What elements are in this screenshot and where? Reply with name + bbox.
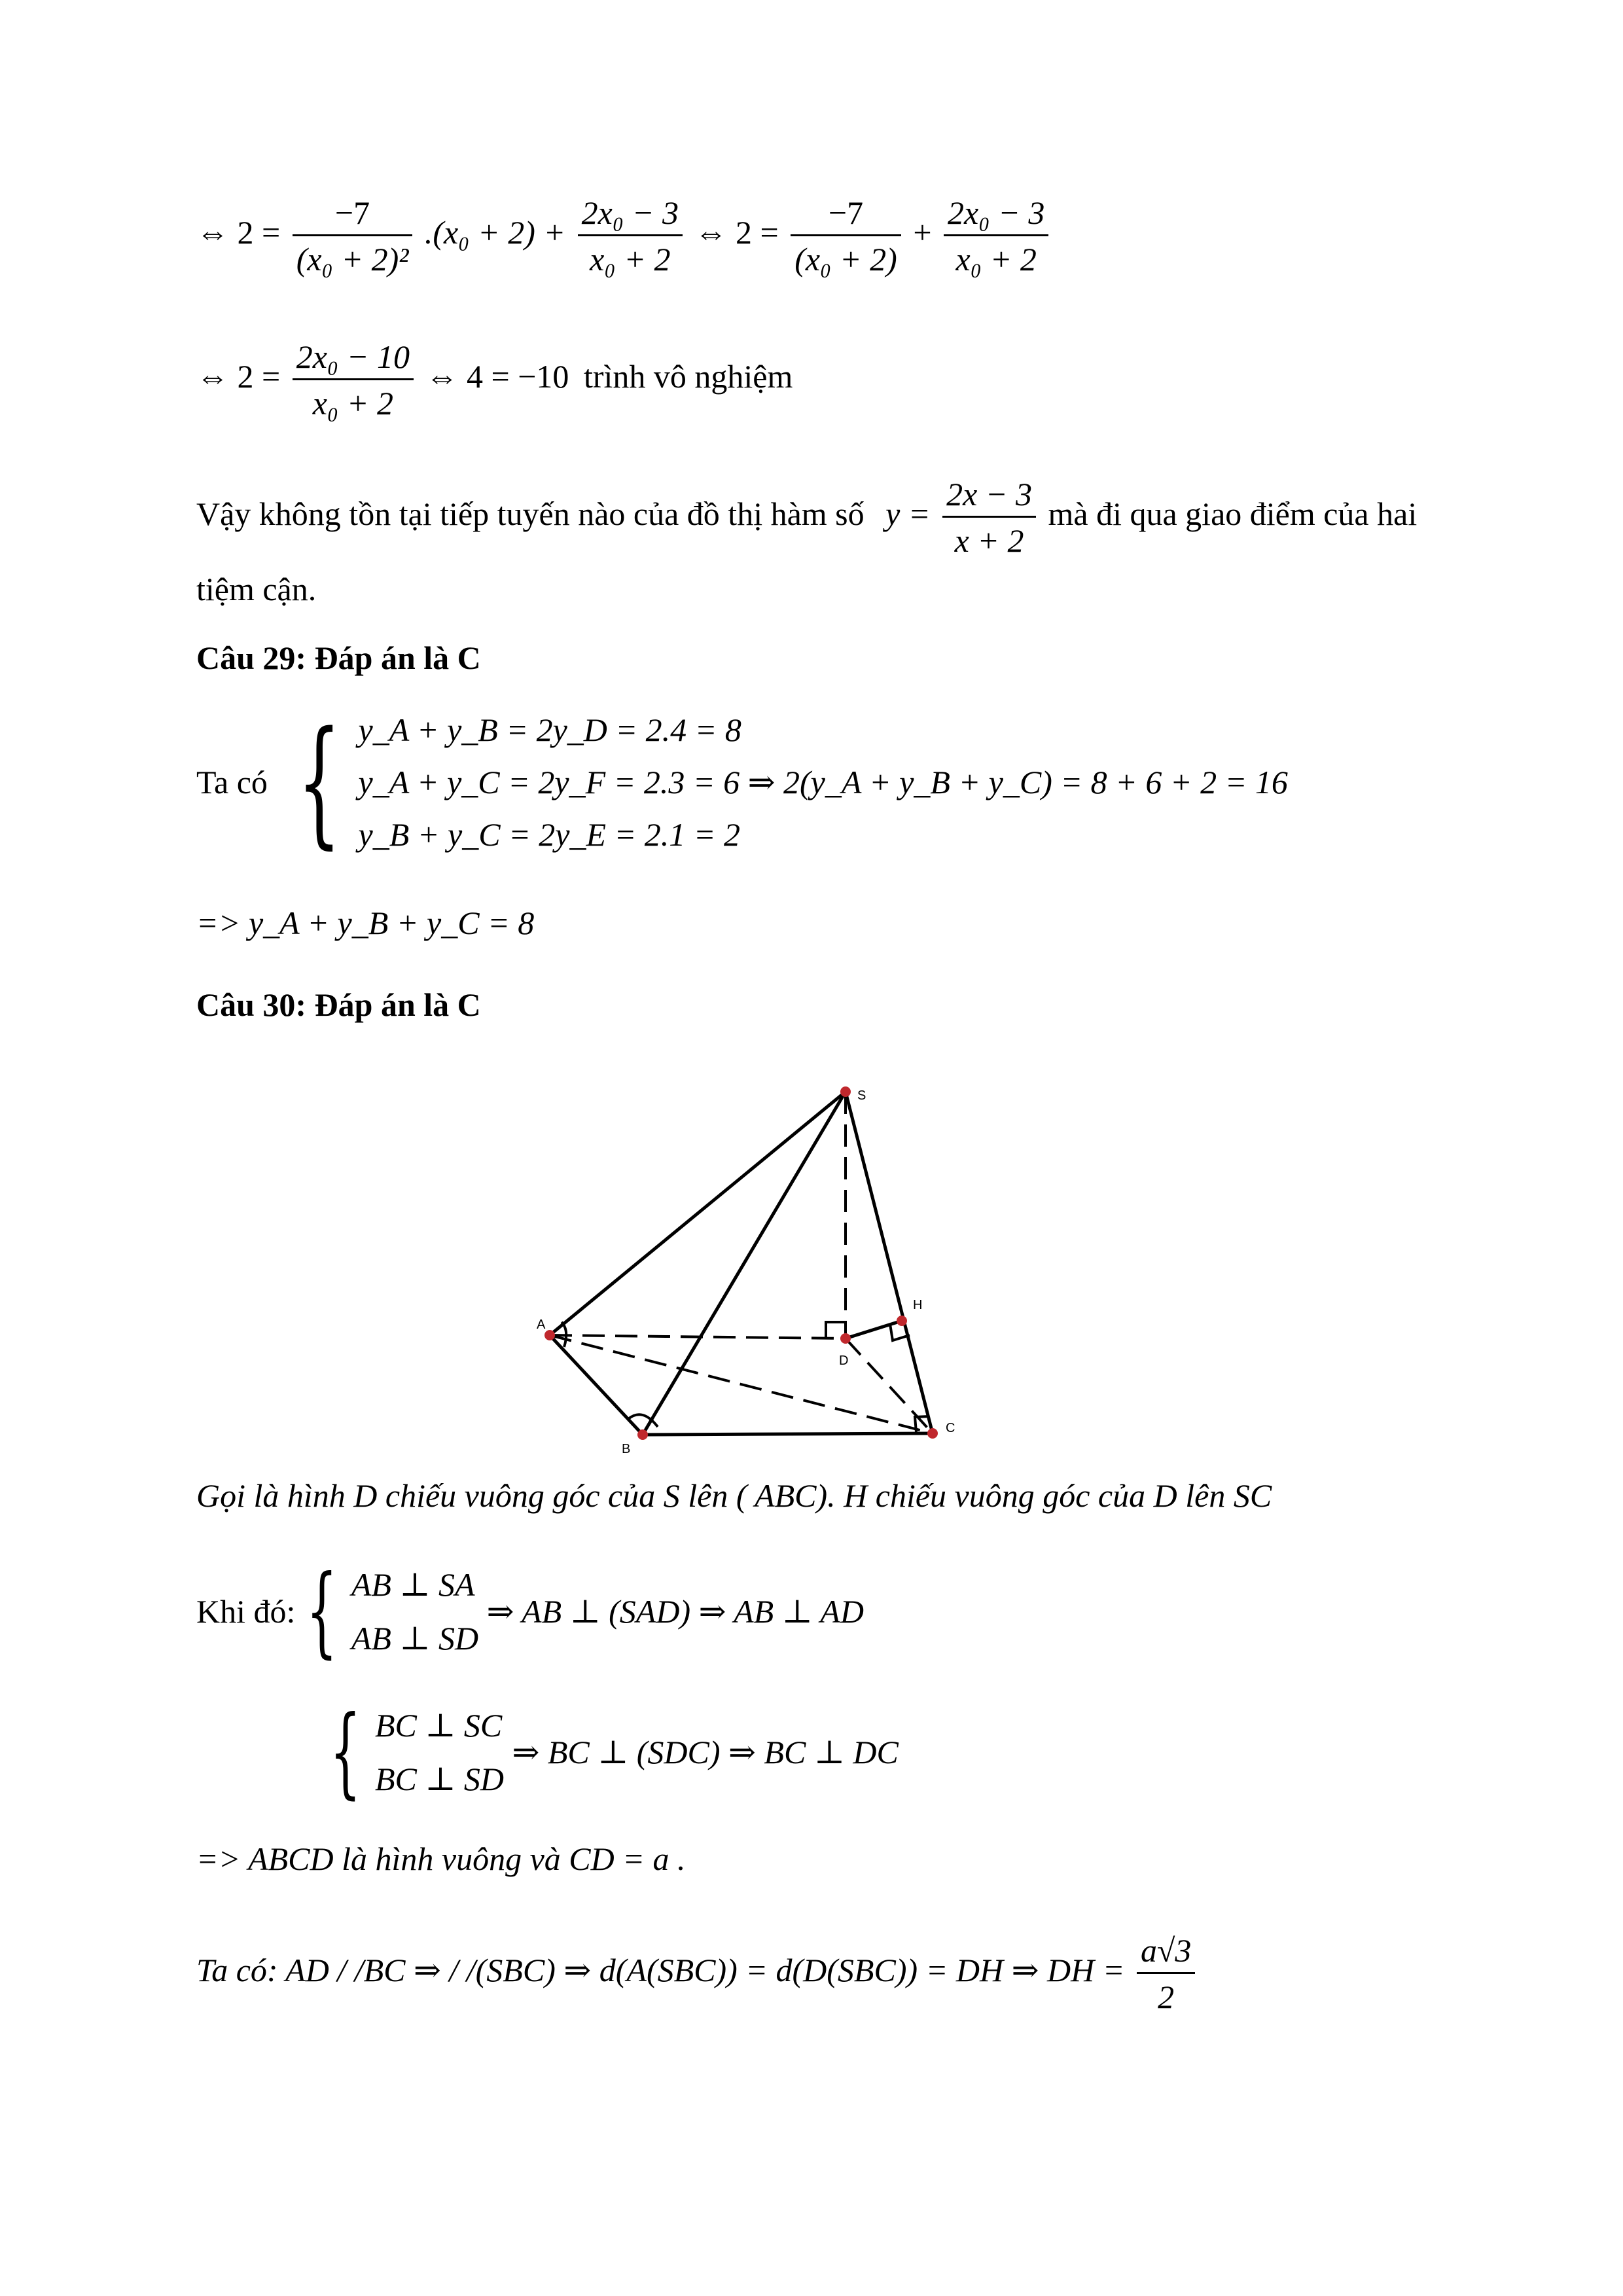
dashed-edges xyxy=(550,1092,933,1433)
vertex-b xyxy=(637,1429,648,1440)
vertex-c xyxy=(927,1428,938,1439)
label-d: D xyxy=(839,1354,849,1368)
label-s: S xyxy=(857,1088,866,1103)
fraction-c: $\frac{-7}{\text{(x₀ + 2)}}$ xyxy=(791,196,901,276)
sys2-rows: BC ⊥ SC BC ⊥ SD xyxy=(374,1707,504,1797)
label-a: A xyxy=(537,1318,546,1332)
vertex-h xyxy=(897,1316,907,1326)
function-fraction: $\frac{2x - 3}{x + 2}$ xyxy=(942,478,1036,557)
final-fraction: $\frac{a√3}{2}$ xyxy=(1137,1934,1195,2013)
fraction-e: $\frac{\text{2x₀ − 10}}{\text{x₀ + 2}}$ xyxy=(293,340,414,420)
vertex-a xyxy=(544,1330,555,1340)
edge-ab xyxy=(550,1335,643,1435)
left-brace-icon: { xyxy=(329,1695,361,1809)
q30-system-1: Khi đó: { AB ⊥ SA AB ⊥ SD ⇒ AB ⊥ (SAD) ⇒ AB ⊥ AD xyxy=(196,1554,864,1668)
edge-sc xyxy=(846,1092,933,1433)
q30-square: => ABCD là hình vuông và CD = a . xyxy=(196,1840,686,1877)
conclusion-line-2: tiệm cận. xyxy=(196,571,317,607)
q30-heading: Câu 30: Đáp án là C xyxy=(196,986,481,1023)
equation-line-2: ⇔ 2 = $\frac{\text{2x₀ − 10}}{\text{x₀ + 2}}$ ⇔ 4 = −10 trình vô nghiệm xyxy=(196,338,793,422)
equation-line-1: ⇔ 2 = $\frac{-7}{\text{(x₀ + 2)²}}$ .(x₀ + 2) + $\frac{\text{2x₀ − 3}}{\text{x₀ + 2}}$ ⇔ 2 = $\frac{-7}{\text{(x₀ + 2)}}$ + $\frac{\text{2x₀ − 3}}{\text{x₀ + 2}}$ xyxy=(196,196,1052,276)
right-angle-c xyxy=(915,1416,929,1432)
sys1-rows: AB ⊥ SA AB ⊥ SD xyxy=(351,1566,479,1657)
q29-system: Ta có { y_A + y_B = 2y_D = 2.4 = 8 y_A + y_C = 2y_F = 2.3 = 6 ⇒ 2(y_A + y_B + y_C) = 8 + 6 + 2 = 16 y_B + y_C = 2y_E = 2.1 = 2 xyxy=(196,702,1288,862)
fraction-b: $\frac{\text{2x₀ − 3}}{\text{x₀ + 2}}$ xyxy=(578,196,683,276)
label-h: H xyxy=(913,1298,923,1312)
fraction-a: $\frac{-7}{\text{(x₀ + 2)²}}$ xyxy=(293,196,413,276)
pyramid-figure xyxy=(524,1060,1021,1466)
edge-sa xyxy=(550,1092,846,1335)
edge-ad xyxy=(550,1335,846,1338)
right-angle-marks xyxy=(562,1322,929,1432)
q29-result: => y_A + y_B + y_C = 8 xyxy=(196,905,535,941)
conclusion-line: Vậy không tồn tại tiếp tuyến nào của đồ thị hàm số y = $\frac{2x - 3}{x + 2}$ mà đi qua giao điểm của hai xyxy=(196,476,1418,559)
vertex-points xyxy=(544,1086,938,1440)
fraction-d: $\frac{\text{2x₀ − 3}}{\text{x₀ + 2}}$ xyxy=(944,196,1048,276)
q30-final: Ta có: AD / /BC ⇒ / /(SBC) ⇒ d(A(SBC)) = d(D(SBC)) = DH ⇒ DH = $\frac{a√3}{2}$ xyxy=(196,1934,1199,2013)
edge-ac xyxy=(550,1335,933,1433)
q30-system-2: { BC ⊥ SC BC ⊥ SD ⇒ BC ⊥ (SDC) ⇒ BC ⊥ DC xyxy=(329,1695,899,1809)
edge-dh xyxy=(846,1321,902,1338)
q29-heading: Câu 29: Đáp án là C xyxy=(196,639,481,676)
label-b: B xyxy=(622,1442,631,1456)
q30-intro: Gọi là hình D chiếu vuông góc của S lên ( ABC). H chiếu vuông góc của D lên SC xyxy=(196,1477,1272,1514)
left-brace-icon: { xyxy=(306,1554,338,1668)
edge-bc xyxy=(643,1433,933,1435)
left-brace-icon: { xyxy=(297,702,342,862)
vertex-s xyxy=(840,1086,851,1097)
label-c: C xyxy=(946,1421,955,1435)
edge-sb xyxy=(643,1092,849,1435)
vertex-d xyxy=(840,1333,851,1344)
q29-rows: y_A + y_B = 2y_D = 2.4 = 8 y_A + y_C = 2y_F = 2.3 = 6 ⇒ 2(y_A + y_B + y_C) = 8 + 6 + 2 = 16 y_B + y_C = 2y_E = 2.1 = 2 xyxy=(358,711,1288,853)
